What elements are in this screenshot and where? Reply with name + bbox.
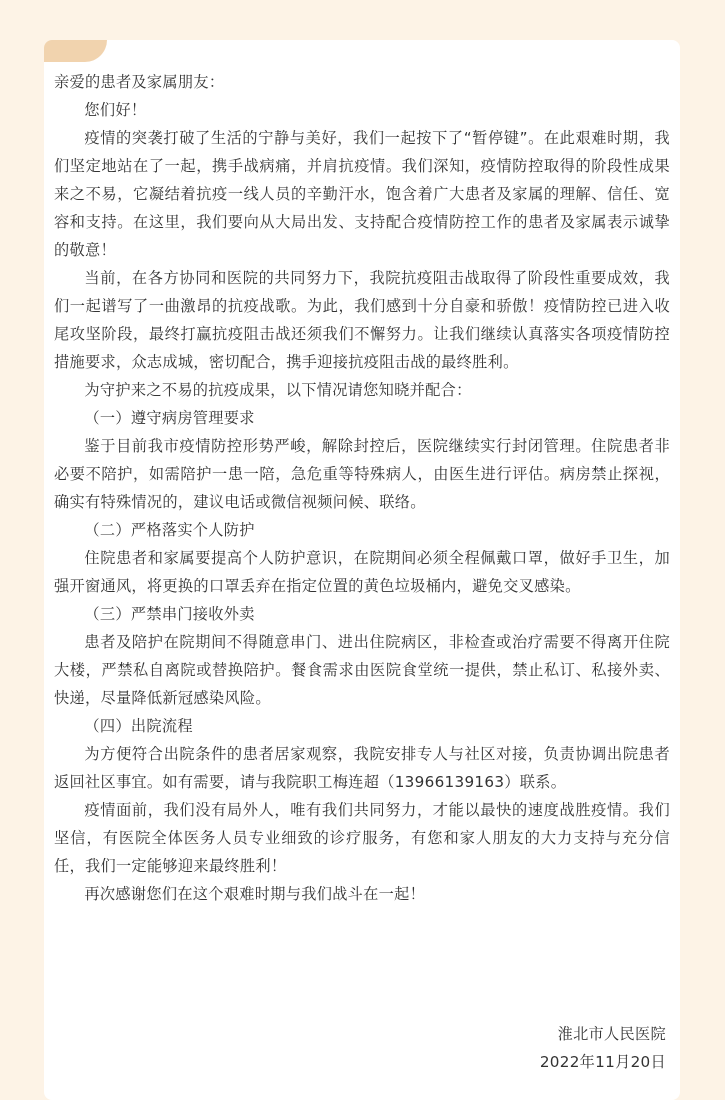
letter-card	[44, 40, 680, 1100]
section-heading: （一）遵守病房管理要求	[84, 409, 255, 427]
section-body: 住院患者和家属要提高个人防护意识，在院期间必须全程佩戴口罩，做好手卫生，加强开窗通风，将更换的口罩丢弃在指定位置的黄色垃圾桶内，避免交叉感染。	[54, 549, 670, 595]
signature-block	[540, 1020, 666, 1076]
closing-paragraph: 疫情面前，我们没有局外人，唯有我们共同努力，才能以最快的速度战胜疫情。我们坚信，有医院全体医务人员专业细致的诊疗服务，有您和家人朋友的大力支持与充分信任，我们一定能够迎来最终胜利！	[54, 801, 670, 875]
section-body: 鉴于目前我市疫情防控形势严峻，解除封控后，医院继续实行封闭管理。住院患者非必要不陪护，如需陪护一患一陪，急危重等特殊病人，由医生进行评估。病房禁止探视，确实有特殊情况的，建议电话或微信视频问候、联络。	[54, 437, 670, 511]
card-corner-tab	[44, 40, 107, 62]
section-heading: （四）出院流程	[84, 717, 193, 735]
section-body: 为方便符合出院条件的患者居家观察，我院安排专人与社区对接，负责协调出院患者返回社区事宜。如有需要，请与我院职工梅连超（13966139163）联系。	[54, 745, 670, 791]
letter-date: 2022年11月20日	[539, 1053, 666, 1071]
salutation: 亲爱的患者及家属朋友：	[54, 73, 225, 91]
hello-line: 您们好！	[84, 101, 147, 119]
section-body: 患者及陪护在院期间不得随意串门、进出住院病区，非检查或治疗需要不得离开住院大楼，严禁私自离院或替换陪护。餐食需求由医院食堂统一提供，禁止私订、私接外卖、快递，尽量降低新冠感染风险。	[54, 633, 670, 707]
paragraph: 为守护来之不易的抗疫成果，以下情况请您知晓并配合：	[84, 381, 472, 399]
section-heading: （三）严禁串门接收外卖	[84, 605, 255, 623]
paragraph: 当前，在各方协同和医院的共同努力下，我院抗疫阻击战取得了阶段性重要成效，我们一起谱写了一曲激昂的抗疫战歌。为此，我们感到十分自豪和骄傲！疫情防控已进入收尾攻坚阶段，最终打赢抗疫阻击战还须我们不懈努力。让我们继续认真落实各项疫情防控措施要求，众志成城，密切配合，携手迎接抗疫阻击战的最终胜利。	[54, 269, 670, 371]
letter-body	[54, 68, 670, 908]
section-heading: （二）严格落实个人防护	[84, 521, 255, 539]
closing-paragraph: 再次感谢您们在这个艰难时期与我们战斗在一起！	[84, 885, 426, 903]
paragraph: 疫情的突袭打破了生活的宁静与美好，我们一起按下了“暂停键”。在此艰难时期，我们坚定地站在了一起，携手战病痛，并肩抗疫情。我们深知，疫情防控取得的阶段性成果来之不易，它凝结着抗疫一线人员的辛勤汗水，饱含着广大患者及家属的理解、信任、宽容和支持。在这里，我们要向从大局出发、支持配合疫情防控工作的患者及家属表示诚挚的敬意！	[54, 129, 670, 259]
signature: 淮北市人民医院	[557, 1025, 666, 1043]
